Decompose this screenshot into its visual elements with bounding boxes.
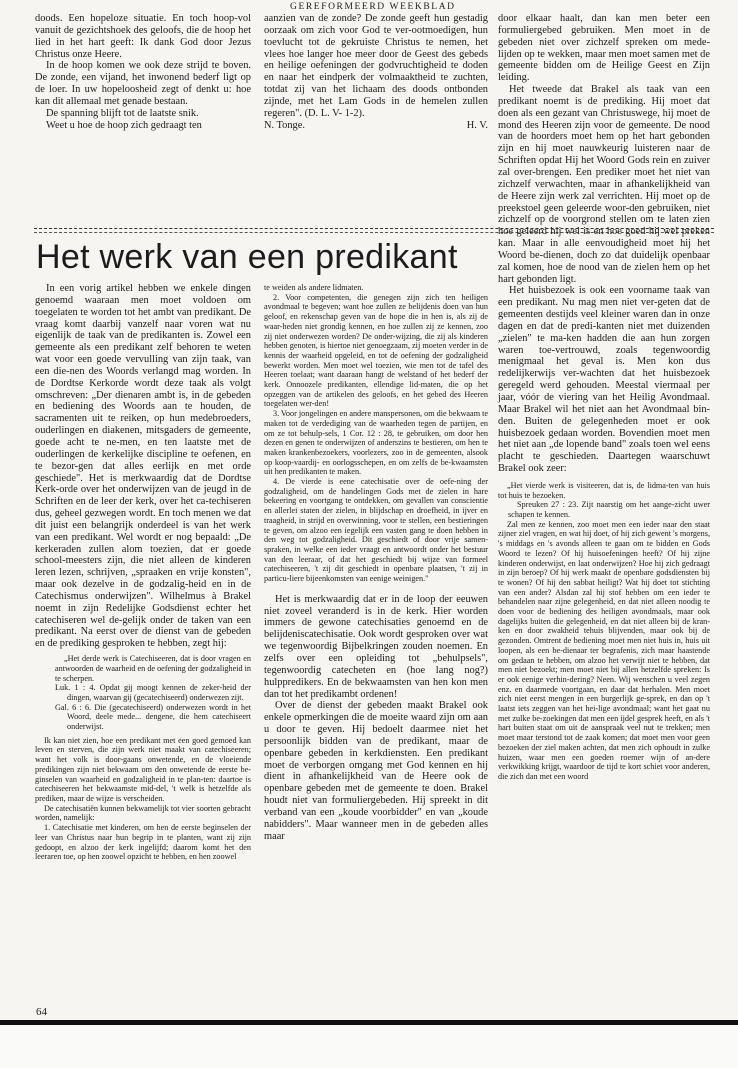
top-col1-paragraph: Weet u hoe de hoop zich gedraagt ten (46, 119, 202, 131)
author-initials: H. V. (466, 119, 488, 131)
quote-paragraph: Ik kan niet zien, hoe een predikant met een goed gemoed kan leven en sterven, die zijn werk niet maakt van catechiseeren; want het volk is door-gaans onwetende, en de vloeiende predikingen zijn niet bekwaam om den onwetende de eerste be-ginselen van waarheid en godzaligheid in te plan-ten: daartoe is catechiseeren het bekwaamste mid-del, 't welk is hetzelfde als prediken, maar de wijze is verscheiden. (35, 735, 251, 803)
quote-paragraph: 1. Catechisatie met kinderen, om hen de eerste beginselen der leer van Christus naar hun begrip in te planten, want zij zijn gedoopt, en alzoo der kerk ingelijfd; daarom komt het den leeraren toe, op hen zoowel opzicht te hebben, en hen zoowel (35, 823, 251, 862)
page-margin (0, 1025, 738, 1068)
quote-line: Luk. 1 : 4. Opdat gij moogt kennen de zeker-heid der dingen, waarvan gij (gecatechiseerd) onderwezen zijt. (55, 683, 251, 702)
quote-paragraph: De catechisatiën kunnen bekwamelijk tot vier soorten gebracht worden, namelijk: (35, 803, 251, 823)
top-column-1 (35, 13, 251, 131)
quote-paragraph: Zal men ze kennen, zoo moet men een ieder naar den staat zijner ziel vragen, en wat hij doet, of hij zich gewent 's morgens, 's middags en 's avonds alleen te gaan om te bidden en Gods Woord te lezen? Of hij huisoefeningen heeft? Of hij zijne kinderen onderwijst, en laat onderwijzen? Hoe hij zich gedraagt in zijn beroep? Of hij werk maakt de openbare godsdiensten bij te wonen? Of hij den sabbat heiligt? Wat hij doet tot stichting van een ander? Alsdan zal hij stof hebben om een ieder te behandelen naar zijne gelegenheid, en dat niet alleen noodig te doen voor de bediening des heiligen avondmaals, maar ook dagelijks buiten die gelegenheid, en dat niet alleen bij de kran-ken en door zwakheid tehuis blijvenden, maar ook bij de gezonden. Omtrent de bediening moet men niet huis in, huis uit loopen, als een be-dienaar ter begrafenis, zich maar haastende om gedaan te hebben, om alzoo het verwijt niet te hebben, dat men niet bezoekt; men moet niet bij allen hetzelfde spreken: Is er ook eenige verhin-dering? Neen. Wij wenschen u veel zegen enz. en daarmede voortgaan, en daar dat herhalen. Men moet zich niet eerst mengen in een burgerlijk ge-sprek, en dan op 't laatst iets zeggen van het hei-lige avondmaal; want het gaat nu met zulke be-zoekingen dat men een ijdel gesprek heeft, en als 't hart buiten staat om uit de aanspraak veel nut te trekken; men moet maar terstond tot de zaak komen; dat moet men voor geen bezoeken der ziel maken achten, dat men zich ophoudt in zulke huizen, waar men een goeden roemer wijn of an-dere verkwikking krijgt, waardoor de tijd te kort schiet voor anderen, die zich dan met een woord (498, 519, 710, 781)
article-column-3 (498, 13, 710, 782)
article-paragraph: Het is merkwaardig dat er in de loop der eeuwen niet zoveel veranderd is in de kerk. Hier worden immers de gewone catechisaties genoemd en de belijdeniscatechisatie. Ook wordt gesproken over wat we tegenwoordig Bijbelkringen zouden noemen. En zelfs over een opleiding tot „behulpsels", tegenwoordig catecheten en (hoe lang nog?) hulppredikers. En de bekwaamsten van hen kon men dan tot het predikambt ordenen! (264, 593, 488, 700)
top-col2-paragraph: aanzien van de zonde? De zonde geeft hun gestadig oorzaak om zich voor God te ver-ootmoedigen, hun toevlucht tot de gekruiste Christus te nemen, het vlees hoe langer hoe meer door de Geest des gebeds en heilige oefeningen der godvruchtigheid te doden en naar het eindperk der volmaaktheid te zuchten, totdat zij van het lichaam des doods ontbonden zijnde, met het Lam Gods in de hemelen zullen regeren". (D. L. V- 1-2). (264, 13, 488, 119)
quote-paragraph: 4. De vierde is eene catechisatie over de oefe-ning der godzaligheid, om de handelingen Gods met de zielen in hare bekeering en voortgang te ontdekken, om gevallen van conscientie en allerlei staten der zielen, in blijdschap en droefheid, in ijver en traagheid, in strijd en overwinning, voor te stellen, een bestieringen te geven, om alzoo een iegelijk een vasten gang te doen hebben in den weg tot godzaligheid. Dit geschiedt of door vrije samen-spraken, in welke een ieder vraagt en antwoordt onder het bestuur van den leeraar, of dat het geschiedt bij wijze van formeel catechiseeren, 't zij dit geschiedt in openbare plaatsen, 't zij in particu-liere bijeenkomsten van eenige weinigen." (264, 477, 488, 584)
quote-block (35, 654, 251, 732)
quote-paragraph: 3. Voor jongelingen en andere manspersonen, om die bekwaam te maken tot de verdediging van de waarheden tegen de partijen, en om ze tot behulp-sels, 1 Cor. 12 : 28, te gebruiken, om door hen dezen en genen te onderwijzen of anderszins te bestieren, om hen te maken krankenbezoekers, voorlezers, zoo in de gemeenten, alsook op koop-vaardij- en oorlogsschepen, en om zelfs de be-kwaamsten uit hen predikanten te maken. (264, 409, 489, 477)
quote-block (498, 481, 710, 782)
article-paragraph: Over de dienst der gebeden maakt Brakel ook enkele opmerkingen die de moeite waard zijn om aan u door te geven. Hij bedoelt daarmee niet het persoonlijk bidden van de predikant, maar de openbare gebeden in kerkdiensten. Een predikant moet de verborgen omgang met God kennen en hij dient in afhankelijkheid van de Heere ook de openbare gebeden met de gemeente te doen. Brakel houdt niet van formuliergebeden. Hij spreekt in dit verband van een „koude voorbidder" en van „koude nabidders". Maar wanneer men in de gebeden alles maar (264, 700, 488, 842)
article-paragraph: door elkaar haalt, dan kan men beter een formuliergebed gebruiken. Men moet in de gebeden niet over zichzelf spreken om mede-lijden op te wekken, maar men moet samen met de gemeente bidden om de Heilige Geest en Zijn leiding. (498, 13, 710, 84)
running-header: GEREFORMEERD WEEKBLAD (290, 2, 456, 12)
quote-line: „Het derde werk is Catechiseeren, dat is door vragen en antwoorden de waarheid en de oefening der godzaligheid in te scherpen. (55, 654, 251, 683)
top-col1-paragraph: De spanning blijft tot de laatste snik. (46, 107, 199, 119)
quote-line: Gal. 6 : 6. Die (gecatechiseerd) onderwezen wordt in het Woord, deele mede... dengene, die hem catechiseert onderwijst. (55, 702, 251, 732)
top-column-2 (264, 13, 488, 131)
article-paragraph: Het tweede dat Brakel als taak van een predikant noemt is de prediking. Hij moet dat doen als een gezant van Christuswege, hij moet de mond des Heeren zijn voor de gemeente. De nood van de hoorders moet hem op het hart gebonden zijn en hij moet nauwkeurig luisteren naar de Schriften opdat Hij het Woord Gods rein en zuiver zal over-brengen. Een prediker moet het niet van zichzelf verwachten, maar in afhankelijkheid van de Heere zijn werk zal verrichten. Hij moet op de preekstoel geen geleerde woor-den gebruiken, niet zichzelf op de voorgrond stellen om te laten zien hoe geleerd hij wel is en hoe goed hij wel preken kan. Maar in alle eenvoudigheid moet hij het Woord be-dienen, doch zo dat duidelijk openbaar zal komen, hoe de nood van de zielen hem op het hart gebonden ligt. (498, 84, 710, 285)
page-number: 64 (36, 1006, 47, 1018)
author-left: N. Tonge. (264, 119, 305, 131)
article-column-1 (35, 283, 251, 862)
article-paragraph: Het huisbezoek is ook een voorname taak van een predikant. Nu mag men niet ver-geten dat de gemeenten destijds veel kleiner waren dan in onze dagen en dat de predi-kanten niet met duizenden „zielen" te ma-ken hadden die aan hun zorgen waren toe-vertrouwd, zoals tegenwoordig menigmaal het geval is. Men kon dus redelijkerwijs ver-wachten dat het huisbezoek geregeld werd gehouden. Meestal viermaal per jaar, vóór de viering van het Heilig Avondmaal. Maar Brakel wil het niet aan het Avondmaal bin-den. Buiten de gelegenheden moet er ook huisbezoek gedaan worden. Bovendien moet men het niet aan „de lopende band" zoals toen wel eens placht te geschieden. Daartegen waarschuwt Brakel ook zeer: (498, 285, 710, 475)
article-column-2 (264, 283, 488, 843)
quote-line: „Het vierde werk is visiteeren, dat is, de lidma-ten van huis tot huis te bezoeken. (498, 480, 710, 500)
article-title: Het werk van een predikant (36, 238, 458, 276)
quote-body (35, 736, 251, 862)
top-col1-paragraph: In de hoop komen we ook deze strijd te boven. De zonde, een vijand, het inwonend bederf ligt op de loer. In uw hopeloosheid zegt of denkt u: hoe kan dit allemaal met genade bestaan. (35, 60, 251, 107)
quote-body-continued (264, 283, 488, 584)
article-paragraph: In een vorig artikel hebben we enkele dingen genoemd waaraan men moet voldoen om toegelaten te worden tot het ambt van predikant. De vraag komt daarbij vanzelf naar voren wat nu eigenlijk de taak van de predikanten is. Zowel een gemeente als een predikant zelf behoren te weten wat voor een goede vervulling van zijn taak, van een die-nen des Woords verlangd mag worden. In de Dordtse Kerkorde wordt deze taak als volgt omschreven: „Der dienaren ambt is, in de gebeden en bediening des Woords aan te houden, de sacramenten uit te reiken, op hun medebroeders, ouderlingen en diakenen, mitsgaders de gemeente, goede acht te ne-men, en ten laatste met de ouderlingen de kerkelijke discipline te oefenen, en te bezor-gen dat alles eerlijk en met orde geschiede". Het is merkwaardig dat de Dordtse Kerk-orde over het onderwijzen van de jeugd in de Schriften en de leer der kerk, over het ca-techiseren dus, geheel gezwegen wordt. En toch menen we dat dit juist een belangrijk onderdeel is van het werk van een predikant. Wel wordt er nog bepaald: „De kerkeraden zullen alom toezien, dat er goede school-meesters zijn, die niet alleen de kinderen leren lezen, schrijven, „spraaken en vrije konsten", maar ook dezelve in de godzalig-heid en in de Catechismus onderwijzen". Wilhelmus à Brakel noemt in zijn Redelijke Godsdienst echter het catechiseren wel de-gelijk onder de taken van een predikant. Na eerst over de dienst van de gebeden en de prediking gesproken te hebben, zegt hij: (35, 283, 251, 650)
quote-paragraph: 2. Voor competenten, die genegen zijn zich ten heiligen avondmaal te begeven; want hoe zullen ze belijdenis doen van hun geloof, en rekenschap geven van de hope die in hen is, als zij de waar-heden niet grondig kennen, en hoe zullen zij ze kennen, zoo zij niet onderwezen worden? De onder-wijzing, die zij als kinderen hebben genoten, is hiertoe niet genoegzaam, zij moeten verder in de kennis der waarheid opgeleid, en tot de oefening der godzaligheid bewerkt worden. Men moet wel toezien, wie men tot de tafel des Heeren toelaat; want daaraan hangt de welstand of het bederf der kerk. Onnoozele predikanten, ellendige lid-maten, die op het opzeggen van de artikelen des geloofs, en het gebed des Heeren toegelaten wer-den! (264, 292, 488, 409)
top-col1-paragraph: doods. Een hopeloze situatie. En toch hoop-vol vanuit de gezichtshoek des geloofs, die de hoop het lied in het hart geeft: Ik dank God door Jezus Christus onze Heere. (35, 13, 251, 60)
quote-line: Spreuken 27 : 23. Zijt naarstig om het aange-zicht uwer schapen te kennen. (508, 500, 710, 520)
signature-line (264, 120, 488, 132)
quote-paragraph: te weiden als andere lidmaten. (264, 283, 364, 292)
